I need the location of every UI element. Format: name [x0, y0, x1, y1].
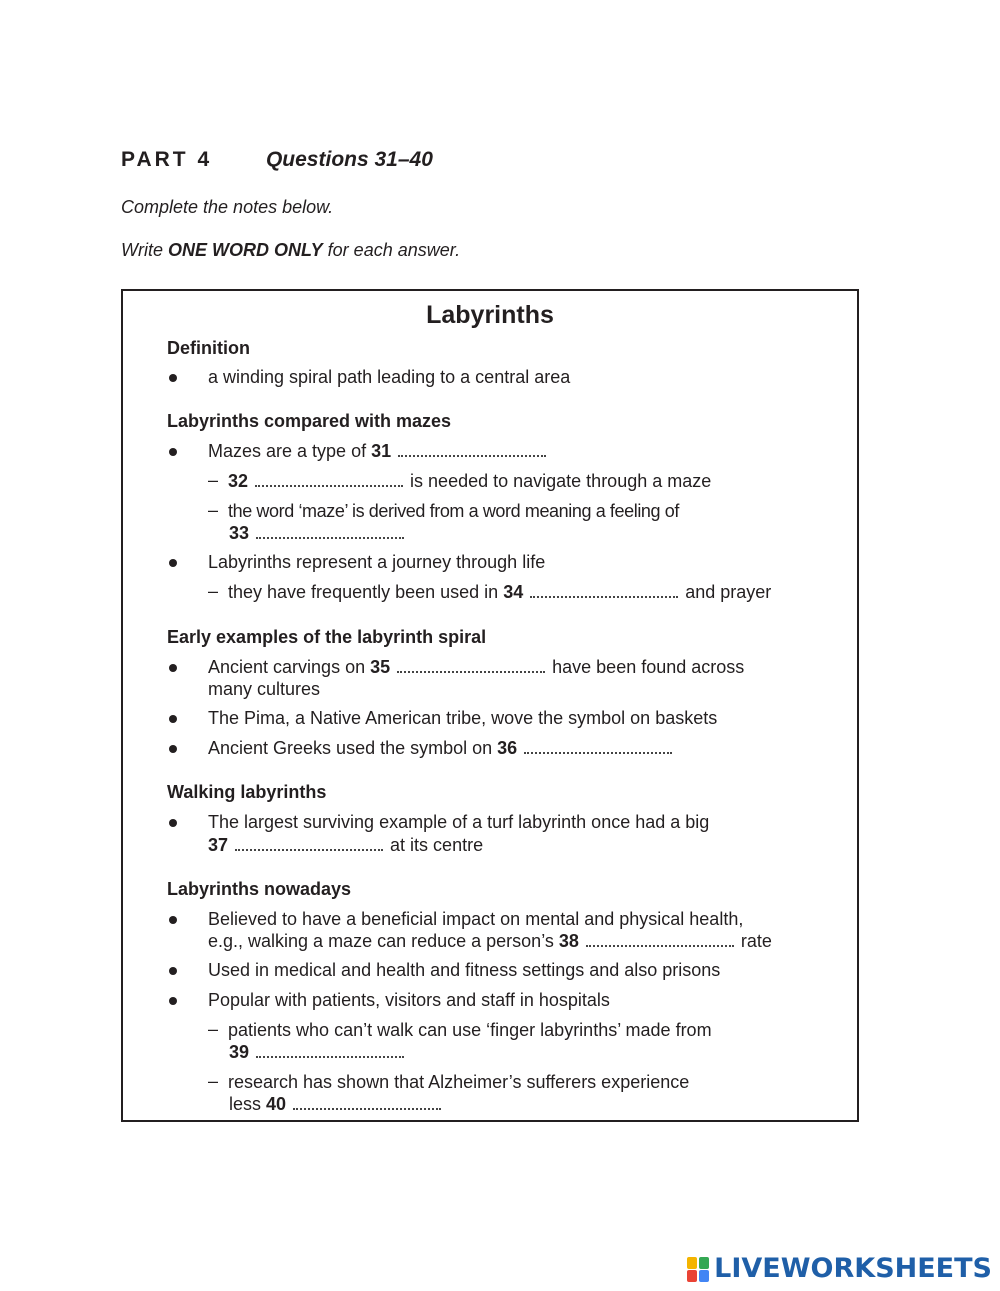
dash-icon: –	[208, 470, 219, 490]
answer-blank-39[interactable]	[256, 1046, 404, 1058]
question-range: Questions 31–40	[265, 148, 433, 171]
question-33-cont: 33	[229, 523, 406, 544]
answer-blank-31[interactable]	[398, 445, 546, 457]
answer-blank-38[interactable]	[586, 935, 734, 947]
bullet-icon	[169, 559, 177, 567]
watermark-text: LIVEWORKSHEETS	[714, 1253, 992, 1284]
question-34-line: they have frequently been used in 34 and prayer	[228, 582, 772, 602]
dash-icon: –	[208, 1071, 219, 1091]
pima-line: The Pima, a Native American tribe, wove the symbol on baskets	[208, 708, 718, 728]
bullet-icon	[169, 448, 177, 456]
notes-box	[121, 289, 859, 1122]
answer-blank-40[interactable]	[293, 1098, 441, 1110]
section-walking: Walking labyrinths	[167, 782, 327, 802]
part-heading	[121, 148, 433, 172]
section-definition: Definition	[167, 338, 250, 358]
instruction-complete: Complete the notes below.	[121, 197, 334, 217]
answer-blank-36[interactable]	[524, 742, 672, 754]
question-39-line: patients who can’t walk can use ‘finger labyrinths’ made from	[228, 1020, 712, 1040]
dash-icon: –	[208, 1019, 219, 1039]
journey-line: Labyrinths represent a journey through life	[208, 552, 546, 572]
bullet-icon	[169, 715, 177, 723]
question-37-cont: 37 at its centre	[208, 835, 484, 855]
question-36-line: Ancient Greeks used the symbol on 36	[208, 738, 674, 759]
dash-icon: –	[208, 581, 219, 601]
question-32-line: 32 is needed to navigate through a maze	[228, 471, 712, 491]
bullet-icon	[169, 967, 177, 975]
instruction-word-limit: Write ONE WORD ONLY for each answer.	[121, 240, 461, 260]
question-33-line: the word ‘maze’ is derived from a word meaning a feeling of	[228, 501, 679, 521]
section-early-examples: Early examples of the labyrinth spiral	[167, 627, 487, 647]
medical-line: Used in medical and health and fitness settings and also prisons	[208, 960, 721, 980]
liveworksheets-watermark	[687, 1253, 992, 1284]
answer-blank-32[interactable]	[255, 475, 403, 487]
definition-line: a winding spiral path leading to a central area	[208, 367, 571, 387]
answer-blank-34[interactable]	[530, 586, 678, 598]
question-35-line: Ancient carvings on 35 have been found across	[208, 657, 745, 677]
question-37-line: The largest surviving example of a turf labyrinth once had a big	[208, 812, 710, 832]
liveworksheets-logo-icon	[687, 1255, 711, 1283]
section-nowadays: Labyrinths nowadays	[167, 879, 352, 899]
bullet-icon	[169, 745, 177, 753]
question-38-line: Believed to have a beneficial impact on mental and physical health,	[208, 909, 744, 929]
question-40-cont: less 40	[229, 1094, 443, 1115]
answer-blank-37[interactable]	[235, 839, 383, 851]
notes-title: Labyrinths	[426, 301, 554, 329]
bullet-icon	[169, 374, 177, 382]
part-label: PART 4	[121, 148, 213, 171]
bullet-icon	[169, 916, 177, 924]
section-compared: Labyrinths compared with mazes	[167, 411, 452, 431]
question-38-cont: e.g., walking a maze can reduce a person’s 38 rate	[208, 931, 772, 951]
bullet-icon	[169, 819, 177, 827]
bullet-icon	[169, 664, 177, 672]
popular-line: Popular with patients, visitors and staff in hospitals	[208, 990, 610, 1010]
bullet-icon	[169, 997, 177, 1005]
question-31-line: Mazes are a type of 31	[208, 441, 548, 462]
answer-blank-33[interactable]	[256, 527, 404, 539]
dash-icon: –	[208, 500, 219, 520]
question-40-line: research has shown that Alzheimer’s sufferers experience	[228, 1072, 690, 1092]
question-35-cont: many cultures	[208, 679, 321, 699]
question-39-cont: 39	[229, 1042, 406, 1063]
answer-blank-35[interactable]	[397, 661, 545, 673]
